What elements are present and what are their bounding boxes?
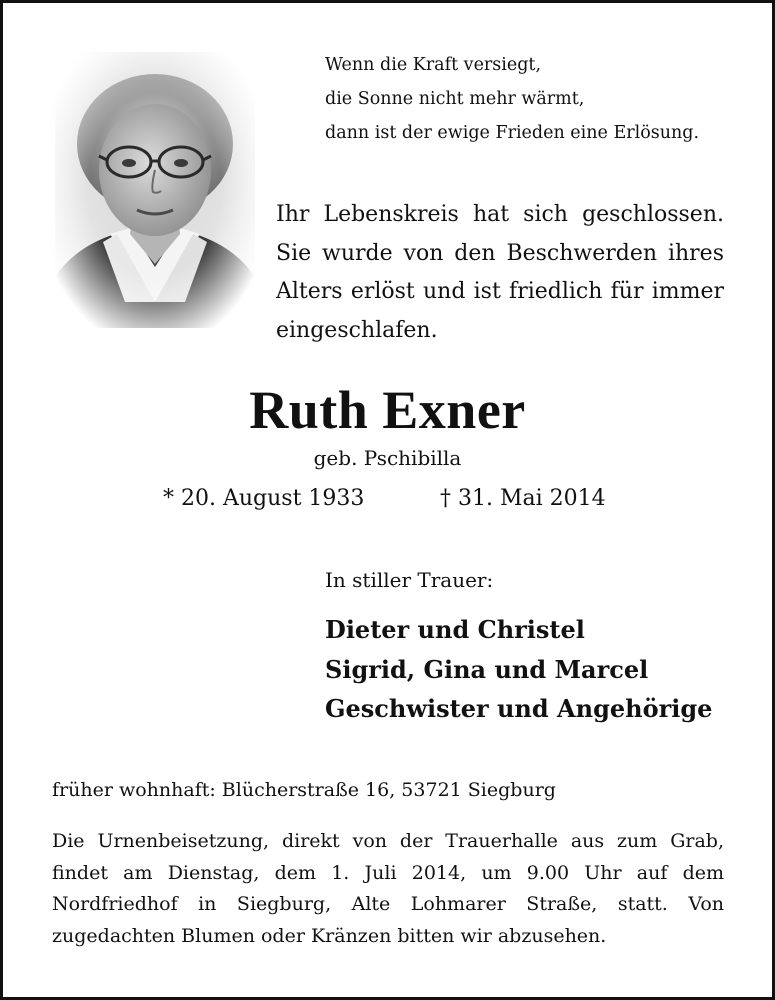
verse-line: eingeschlafen. xyxy=(276,317,438,343)
mourner-name: Dieter und Christel xyxy=(325,615,585,644)
mourning-intro: In stiller Trauer: xyxy=(325,568,494,592)
death-date: † 31. Mai 2014 xyxy=(440,486,606,511)
maiden-name: geb. Pschibilla xyxy=(313,446,462,470)
poem-line: Wenn die Kraft versiegt, xyxy=(325,55,542,75)
former-address: früher wohnhaft: Blücherstraße 16, 53721 Siegburg xyxy=(52,779,556,801)
funeral-line: Kränzen bitten wir abzusehen. xyxy=(310,924,607,947)
birth-date: * 20. August 1933 xyxy=(163,486,365,511)
funeral-line: am Dienstag, dem 1. Juli 2014, um 9.00 Uhr auf dem Nordfriedhof in xyxy=(52,861,724,915)
portrait-photo xyxy=(55,52,255,328)
poem xyxy=(325,48,699,150)
funeral-details xyxy=(52,826,724,952)
verse-text xyxy=(276,196,724,350)
mourner-name: Geschwister und Angehörige xyxy=(325,694,713,723)
funeral-line: Die Urnenbeisetzung, direkt von der Trauerhalle aus zum Grab, findet xyxy=(52,830,724,884)
poem-line: dann ist der ewige Frieden eine Erlösung. xyxy=(325,123,700,143)
mourner-name: Sigrid, Gina und Marcel xyxy=(325,654,649,684)
verse-line: Ihr Lebenskreis hat sich geschlossen. xyxy=(276,202,724,227)
verse-line: Sie wurde von den Beschwerden ihres xyxy=(276,240,724,266)
mourners-list xyxy=(325,610,712,729)
funeral-line: Siegburg, Alte Lohmarer Straße, statt. Von zugedachten Blumen oder xyxy=(52,893,724,947)
deceased-name: Ruth Exner xyxy=(249,380,526,440)
verse-line: Alters erlöst und ist friedlich für immer xyxy=(276,279,724,304)
poem-line: die Sonne nicht mehr wärmt, xyxy=(325,89,585,109)
